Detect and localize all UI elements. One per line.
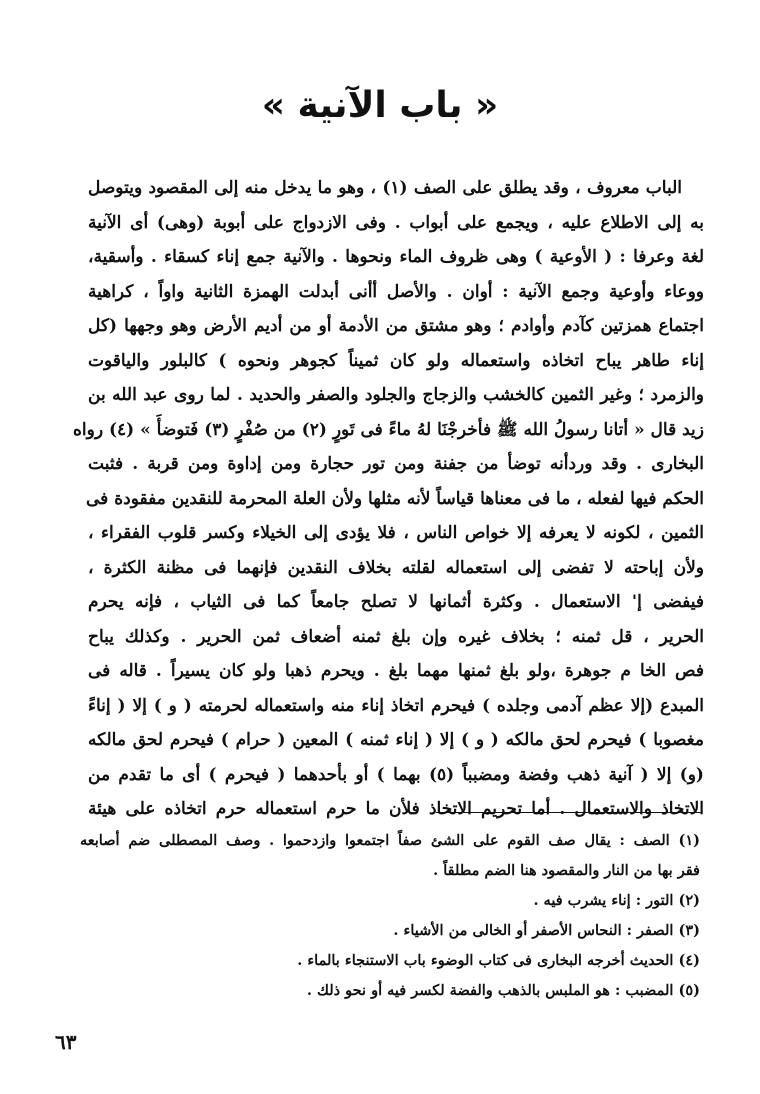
chapter-title: « باب الآنية » — [261, 85, 499, 126]
body-line: مغصوبا ) فيحرم لحق مالكه ( و ) إلا ( إناء ثمنه ) المعين ( حرام ) فيحرم لحق مالكه — [88, 730, 704, 750]
body-line: لغة وعرفا : ( الأوعية ) وهى ظروف الماء ونحوها . والآنية جمع إناء كسقاء . وأسقية، — [88, 247, 704, 267]
footnote-1: (١) الصف : يقال صف القوم على الشئ صفاً اجتمعوا وازدحموا . وصف المصطلى ضم أصابعه — [80, 832, 700, 849]
footnote-separator — [436, 812, 702, 813]
footnote-3: (٣) الصفر : النحاس الأصفر أو الخالى من الأشياء . — [393, 922, 700, 939]
body-line: الاتخاذ والاستعمال . أما تحريم الاتخاذ فلأن ما حرم استعماله حرم اتخاذه على هيئة — [88, 799, 704, 819]
body-line: إناء طاهر يباح اتخاذه واستعماله ولو كان ثميناً كجوهر ونحوه ) كالبلور والياقوت — [88, 350, 704, 371]
footnote-1-continuation: فقر بها من النار والمقصود هنا الضم مطلقاً . — [433, 862, 700, 879]
footnote-4: (٤) الحديث أخرجه البخارى فى كتاب الوضوء باب الاستنجاء بالماء . — [297, 952, 700, 969]
body-line: الحرير ، قل ثمنه ؛ بخلاف غيره وإن بلغ ثمنه أضعاف ثمن الحرير . وكذلك يباح — [88, 626, 704, 647]
body-line: زيد قال « أتانا رسولُ الله ﷺ فأخرجْنَا لهُ ماءً فى تَورٍ (٢) من صُفْرٍ (٣) فَتوضأَ » (٤) رواه — [72, 419, 704, 440]
footnote-2: (٢) التور : إناء يشرب فيه . — [533, 892, 700, 909]
body-line: الثمين ، لكونه لا يعرفه إلا خواص الناس ، فلا يؤدى إلى الخيلاء وكسر قلوب الفقراء ، — [88, 523, 704, 543]
body-line: (و) إلا ( آنية ذهب وفضة ومضبباً (٥) بهما ) أو بأحدهما ( فيحرم ) أى ما تقدم من — [88, 764, 704, 785]
footnotes — [80, 826, 700, 1006]
body-line: فص الخا م جوهرة ،ولو بلغ ثمنها مهما بلغ . ويحرم ذهبا ولو كان يسيراً . قاله فى — [88, 661, 704, 681]
body-line: البخارى . وقد وردأنه توضأ من جفنة ومن تور حجارة ومن إداوة ومن قربة . فثبت — [88, 454, 704, 474]
body-line: ووعاء وأوعية وجمع الآنية : أوان . والأصل أأنى أبدلت الهمزة الثانية واواً ، كراهية — [88, 281, 704, 302]
body-line: والزمرد ؛ وغير الثمين كالخشب والزجاج والجلود والصفر والحديد . لما روى عبد الله بن — [88, 385, 704, 405]
body-line: ولأن إباحته لا تفضى إلى استعماله لقلته بخلاف النقدين فإنهما فى مظنة الكثرة ، — [88, 557, 704, 578]
body-line: فيفضى إ' الاستعمال . وكثرة أثمانها لا تصلح جامعاً كما فى الثياب ، فإنه يحرم — [88, 592, 704, 612]
body-line: به إلى الاطلاع عليه ، ويجمع على أبواب . وفى الازدواج على أبوبة (وهى) أى الآنية — [88, 212, 704, 233]
body-line: الباب معروف ، وقد يطلق على الصف (١) ، وهو ما يدخل منه إلى المقصود ويتوصل — [88, 178, 682, 198]
page-number: ٦٣ — [55, 1030, 77, 1054]
footnote-5: (٥) المضبب : هو الملبس بالذهب والفضة لكسر فيه أو نحو ذلك . — [306, 982, 700, 999]
body-text — [72, 171, 704, 827]
body-line: الحكم فيها لفعله ، ما فى معناها قياساً لأنه مثلها ولأن العلة المحرمة للنقدين مفقودة فى — [86, 488, 704, 509]
body-line: اجتماع همزتين كآدم وأوادم ؛ وهو مشتق من الأدمة أو من أديم الأرض وهو وجهها (كل — [88, 316, 704, 336]
body-line: المبدع (إلا عظم آدمى وجلده ) فيحرم اتخاذ إناء منه واستعماله لحرمته ( و ) إلا ( إناءً — [88, 695, 704, 716]
